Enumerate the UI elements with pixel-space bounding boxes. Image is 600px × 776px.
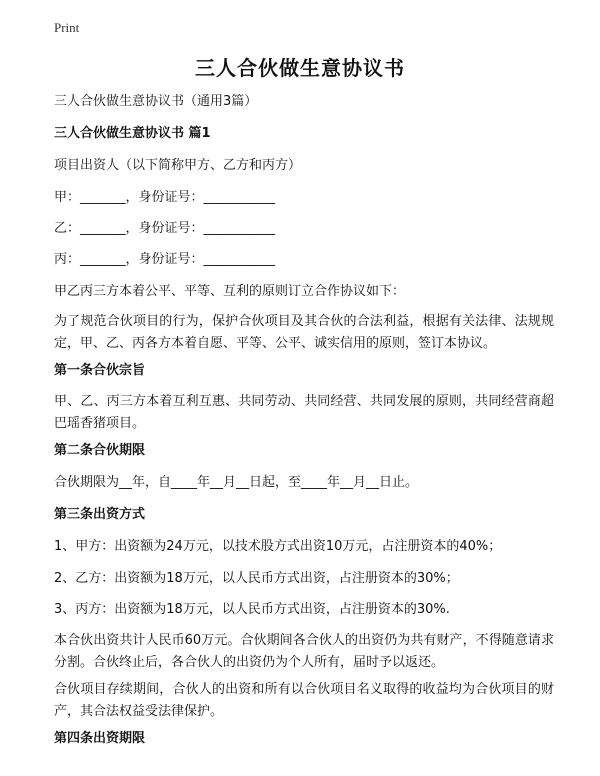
article-1-title: 第一条合伙宗旨 [54,363,146,378]
print-link[interactable]: Print [54,20,80,35]
party-b-line: 乙：_______，身份证号：___________ [54,221,276,236]
section-heading: 三人合伙做生意协议书 篇1 [54,126,211,141]
party-a-line: 甲：_______，身份证号：___________ [54,190,276,205]
principle-text: 甲乙丙三方本着公平、平等、互利的原则订立合作协议如下： [54,284,406,299]
capital-total-paragraph: 本合伙出资共计人民币60万元。合伙期间各合伙人的出资仍为共有财产，不得随意请求分割。合伙终止后，各合伙人的出资仍为个人所有，届时予以返还。 [54,633,554,670]
article-4-title: 第四条出资期限 [54,731,146,746]
article-1-body: 甲、乙、丙三方本着互利互惠、共同劳动、共同经营、共同发展的原则，共同经营商超巴瑶香猪项目。 [54,394,554,431]
contribution-a: 1、甲方：出资额为24万元，以技术股方式出资10万元，占注册资本的40%； [54,539,502,554]
article-3-title: 第三条出资方式 [54,507,146,522]
article-2-body: 合伙期限为__年，自____年__月__日起，至____年__月__日止。 [54,475,419,490]
purpose-paragraph: 为了规范合伙项目的行为，保护合伙项目及其合伙的合法利益，根据有关法律、法规规定，甲、乙、丙各方本着自愿、平等、公平、诚实信用的原则，签订本协议。 [54,314,554,351]
article-2-title: 第二条合伙期限 [54,443,146,458]
property-clause-paragraph: 合伙项目存续期间，合伙人的出资和所有以合伙项目名义取得的收益均为合伙项目的财产，其合法权益受法律保护。 [54,682,554,719]
document-subtitle: 三人合伙做生意协议书（通用3篇） [54,94,258,109]
contribution-c: 3、丙方：出资额为18万元，以人民币方式出资，占注册资本的30%. [54,602,450,617]
document-title: 三人合伙做生意协议书 [195,56,405,80]
contribution-b: 2、乙方：出资额为18万元，以人民币方式出资，占注册资本的30%； [54,571,459,586]
party-c-line: 丙：_______，身份证号：___________ [54,252,276,267]
investors-intro: 项目出资人（以下简称甲方、乙方和丙方） [54,158,302,173]
